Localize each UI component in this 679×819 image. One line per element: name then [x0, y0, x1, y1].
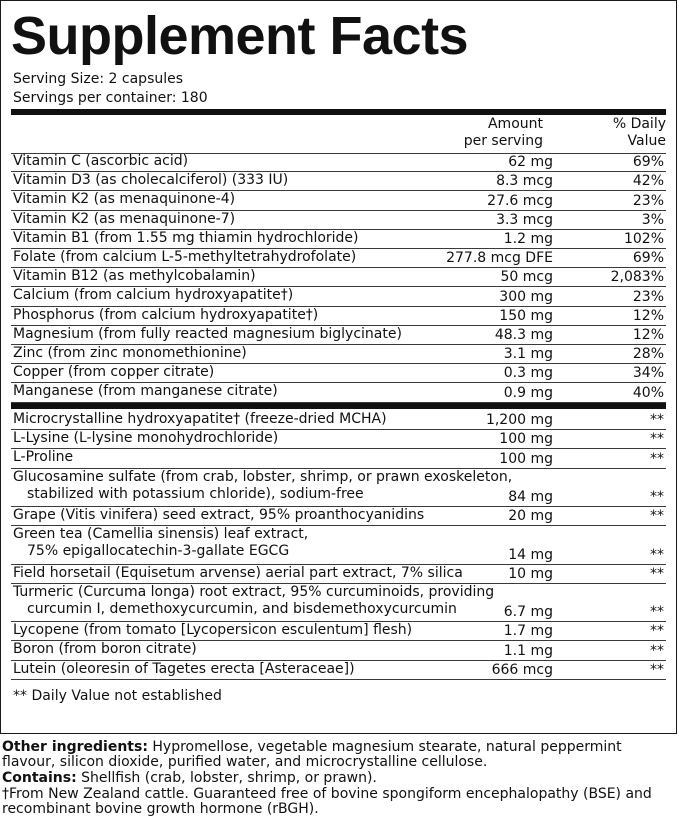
- table-row: [11, 661, 666, 680]
- daily-value: 3%: [641, 211, 664, 228]
- daily-value: **: [650, 661, 664, 678]
- ingredient-name-line2: stabilized with potassium chloride), sodium-free: [27, 485, 364, 502]
- table-row: [11, 307, 666, 326]
- amount-per-serving: 84 mg: [508, 488, 553, 505]
- daily-value: 12%: [632, 326, 664, 343]
- amount-per-serving: 100 mg: [499, 450, 553, 467]
- table-row: [11, 345, 666, 364]
- table-row: [11, 326, 666, 345]
- other-ingredients-label: Other ingredients:: [2, 739, 148, 755]
- table-row: [11, 287, 666, 306]
- amount-per-serving: 20 mg: [508, 508, 553, 525]
- amount-per-serving: 666 mcg: [491, 661, 553, 678]
- other-ingredients-text: Hypromellose, vegetable magnesium stearate, natural peppermint flavour, silicon dioxide, purified water, and microcrystalline cellulose.: [2, 739, 622, 770]
- panel-title: Supplement Facts: [11, 6, 469, 66]
- daily-value: 69%: [632, 154, 664, 171]
- daily-value: **: [650, 450, 664, 467]
- daily-value: 23%: [632, 288, 664, 305]
- table-row: [11, 469, 666, 507]
- daily-value: 69%: [632, 250, 664, 267]
- table-row: [11, 526, 666, 564]
- ingredient-name: Lycopene (from tomato [Lycopersicon esculentum] flesh): [13, 622, 413, 639]
- thick-divider-middle: [11, 403, 666, 409]
- daily-value: 12%: [632, 307, 664, 324]
- amount-per-serving: 10 mg: [508, 565, 553, 582]
- ingredient-name: Vitamin K2 (as menaquinone-7): [13, 210, 236, 227]
- amount-header-line1: Amount: [487, 116, 543, 132]
- table-row: [11, 430, 666, 449]
- daily-value: 28%: [632, 346, 664, 363]
- daily-value: 2,083%: [610, 269, 664, 286]
- table-row: [11, 230, 666, 249]
- table-row: [11, 411, 666, 430]
- table-row: [11, 565, 666, 584]
- daily-value: **: [650, 642, 664, 659]
- daily-value: 42%: [632, 173, 664, 190]
- daily-value: **: [650, 508, 664, 525]
- amount-per-serving: 150 mg: [499, 307, 553, 324]
- amount-per-serving: 8.3 mcg: [496, 173, 553, 190]
- amount-per-serving: 300 mg: [499, 288, 553, 305]
- ingredient-name-line2: 75% epigallocatechin-3-gallate EGCG: [27, 543, 290, 560]
- ingredient-name: L-Proline: [13, 449, 74, 466]
- ingredient-name: Zinc (from zinc monomethionine): [13, 345, 247, 361]
- amount-per-serving: 1,200 mg: [485, 412, 553, 429]
- amount-per-serving: 14 mg: [508, 546, 553, 563]
- daily-value: 34%: [632, 365, 664, 382]
- ingredient-name: Green tea (Camellia sinensis) leaf extract, 75% epigallocatechin-3-gallate EGCG: [13, 526, 309, 560]
- ingredient-name: Field horsetail (Equisetum arvense) aerial part extract, 7% silica: [13, 564, 463, 581]
- daily-value: 23%: [632, 192, 664, 209]
- ingredient-name: Glucosamine sulfate (from crab, lobster, shrimp, or prawn exoskeleton, stabilized with potassium chloride), sodium-free: [13, 468, 513, 502]
- ingredient-name: L-Lysine (L-lysine monohydrochloride): [13, 430, 279, 447]
- other-ingredients: [2, 740, 677, 770]
- ingredient-name: Manganese (from manganese citrate): [13, 383, 278, 400]
- table-row: [11, 383, 666, 402]
- table-row: [11, 172, 666, 191]
- ingredient-name: Vitamin K2 (as menaquinone-4): [13, 191, 236, 208]
- ingredient-name: Magnesium (from fully reacted magnesium biglycinate): [13, 325, 402, 342]
- daily-value-footnote: ** Daily Value not established: [13, 688, 222, 704]
- ingredient-name: Copper (from copper citrate): [13, 364, 215, 381]
- contains-text: Shellfish (crab, lobster, shrimp, or prawn).: [76, 770, 377, 786]
- table-row: [11, 641, 666, 660]
- ingredient-name: Vitamin C (ascorbic acid): [13, 153, 189, 169]
- source-note: †From New Zealand cattle. Guaranteed free of bovine spongiform encephalopathy (BSE) and recombinant bovine growth hormone (rBGH).: [2, 786, 652, 817]
- ingredient-name: Grape (Vitis vinifera) seed extract, 95% proanthocyanidins: [13, 507, 425, 523]
- ingredient-name: Vitamin B1 (from 1.55 mg thiamin hydrochloride): [13, 229, 359, 246]
- daily-value: **: [650, 431, 664, 448]
- table-row: [11, 364, 666, 383]
- amount-header: [464, 116, 543, 150]
- contains-label: Contains:: [2, 770, 77, 786]
- contains-statement: [2, 771, 677, 786]
- ingredient-name: Folate (from calcium L-5-methyltetrahydrofolate): [13, 249, 357, 265]
- amount-per-serving: 62 mg: [508, 154, 553, 171]
- ingredient-name: Vitamin D3 (as cholecalciferol) (333 IU): [13, 172, 289, 189]
- daily-value: **: [650, 412, 664, 429]
- daily-value-header: [613, 116, 666, 150]
- amount-per-serving: 1.2 mg: [503, 230, 553, 247]
- amount-per-serving: 3.3 mcg: [496, 211, 553, 228]
- ingredient-name: Boron (from boron citrate): [13, 641, 197, 658]
- thick-divider-top: [11, 109, 666, 115]
- daily-value: **: [650, 565, 664, 582]
- amount-per-serving: 3.1 mg: [503, 346, 553, 363]
- amount-per-serving: 48.3 mg: [494, 326, 553, 343]
- daily-value: **: [650, 623, 664, 640]
- daily-value: **: [650, 546, 664, 563]
- table-row: [11, 191, 666, 210]
- amount-per-serving: 0.3 mg: [503, 365, 553, 382]
- table-row: [11, 249, 666, 268]
- ingredient-name: Phosphorus (from calcium hydroxyapatite†): [13, 306, 319, 323]
- dv-header-line1: % Daily: [612, 116, 666, 132]
- table-row: [11, 507, 666, 526]
- serving-size: Serving Size: 2 capsules: [13, 71, 184, 87]
- daily-value: 40%: [632, 384, 664, 401]
- table-row: [11, 211, 666, 230]
- ingredient-name-line2: curcumin I, demethoxycurcumin, and bisdemethoxycurcumin: [27, 600, 457, 617]
- amount-per-serving: 100 mg: [499, 431, 553, 448]
- amount-per-serving: 1.7 mg: [503, 623, 553, 640]
- amount-per-serving: 277.8 mcg DFE: [446, 250, 553, 267]
- dv-header-line2: Value: [627, 133, 666, 149]
- amount-per-serving: 1.1 mg: [503, 642, 553, 659]
- amount-header-line2: per serving: [463, 133, 543, 149]
- amount-per-serving: 0.9 mg: [503, 384, 553, 401]
- amount-per-serving: 6.7 mg: [503, 604, 553, 621]
- daily-value: 102%: [623, 230, 664, 247]
- ingredient-name: Vitamin B12 (as methylcobalamin): [13, 268, 256, 285]
- ingredient-name: Calcium (from calcium hydroxyapatite†): [13, 287, 294, 304]
- ingredient-name: Turmeric (Curcuma longa) root extract, 95% curcuminoids, providing curcumin I, demethoxycurcumin, and bisdemethoxycurcumin: [13, 583, 495, 617]
- amount-per-serving: 27.6 mcg: [487, 192, 553, 209]
- table-row: [11, 268, 666, 287]
- table-row: [11, 449, 666, 468]
- servings-per-container: Servings per container: 180: [13, 90, 208, 106]
- ingredient-name: Lutein (oleoresin of Tagetes erecta [Asteraceae]): [13, 660, 355, 677]
- ingredient-name: Microcrystalline hydroxyapatite† (freeze-dried MCHA): [13, 411, 387, 427]
- amount-per-serving: 50 mcg: [500, 269, 553, 286]
- table-row: [11, 584, 666, 622]
- table-row: [11, 153, 666, 172]
- table-row: [11, 622, 666, 641]
- daily-value: **: [650, 488, 664, 505]
- daily-value: **: [650, 604, 664, 621]
